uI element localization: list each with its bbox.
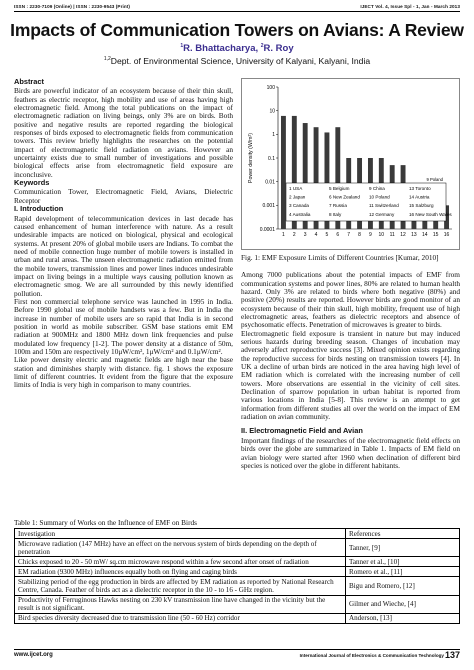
x-tick-label: 6: [336, 232, 340, 238]
table-cell-investigation: Microwave radiation (147 MHz) have an effect on the nervous system of birds depending on the depth of penetration: [15, 539, 346, 557]
right-paragraph-3: Important findings of the researches of the electromagnetic field effects on birds over the globe are summarized in Table 1. Impacts of EM field on avian biology were started after 1960 when declination of different bird species is noticed over the globe in different habitants.: [241, 435, 460, 470]
table-cell-reference: Anderson, [13]: [346, 613, 460, 623]
x-tick-label: 8: [358, 232, 361, 238]
legend-entry: 15 Salzburg: [409, 203, 434, 209]
right-paragraph-1: Among 7000 publications about the potential impacts of EMF from communication systems and power lines, 80% are related to human health hazard. Only 3% are related to birds where both negative (80%) and positive (20%) results are reported. However birds are good monitor of an ecosystem because of their thin skull, high mobility, frequent use of high electromagnetic areas, feathers as dielectric receptors and absence of psychosomatic effects. Penetration of microwaves is greater to birds.: [241, 270, 460, 330]
table-row: [15, 595, 460, 613]
legend-entry: 1 USA: [289, 186, 303, 191]
affiliation-sup: 1,2: [103, 56, 111, 63]
table-cell-investigation: Chicks exposed to 20 - 50 mW/ sq.cm microwave respond within a few second after onset of radiation: [15, 557, 346, 567]
table-row: [15, 567, 460, 577]
author1-name: R. Bhattacharya,: [183, 43, 259, 55]
table-cell-reference: Tanner, [9]: [346, 539, 460, 557]
legend-entry: 13 Toronto: [409, 186, 431, 191]
right-column: [241, 78, 460, 470]
table-cell-reference: Bigu and Romero, [12]: [346, 577, 460, 595]
x-tick-label: 5: [325, 232, 329, 238]
table-row: [15, 557, 460, 567]
legend-entry: 12 Germany: [369, 211, 395, 217]
x-tick-label: 10: [378, 232, 385, 238]
header-references: References: [346, 529, 460, 539]
x-tick-label: 2: [292, 232, 296, 238]
author1-sup: 1: [180, 43, 184, 49]
table-1: [14, 528, 460, 624]
legend-footnote: 9 Poland: [426, 177, 443, 182]
legend-entry: 6 New Zealand: [329, 194, 360, 200]
bar: [281, 116, 286, 229]
footer-journal: International Journal of Electronics & Communication Technology: [299, 653, 444, 658]
table-cell-investigation: Bird species diversity decreased due to transmission line (50 - 60 Hz) corridor: [15, 613, 346, 623]
x-tick-label: 16: [443, 232, 450, 238]
exposure-limits-chart: [242, 79, 461, 251]
y-axis-label: Power density (W/m²): [248, 133, 254, 183]
author2-sup: 2: [260, 43, 264, 49]
paper-title: Impacts of Communication Towers on Avians: A Review: [10, 20, 464, 40]
table-row: [15, 539, 460, 557]
table-cell-reference: Tanner et al., [10]: [346, 557, 460, 567]
footer-website: www.ijcet.org: [14, 652, 53, 658]
legend-entry: 4 Australia: [289, 211, 311, 217]
figure-1-caption: Fig. 1: EMF Exposure Limits of Different Countries [Kumar, 2010]: [241, 253, 439, 262]
x-tick-label: 9: [369, 232, 372, 238]
footer-rule: [14, 649, 460, 650]
header-journal-issue: IJECT Vol. 4, Issue Spl - 1, Jan - March 2013: [360, 4, 460, 9]
y-tick-label: 0.001: [262, 203, 275, 210]
legend-entry: 5 Belgium: [329, 186, 350, 191]
table-1-caption: Table 1: Summary of Works on the Influence of EMF on Birds: [14, 518, 197, 527]
x-tick-label: 1: [282, 232, 285, 238]
table-cell-investigation: Stabilizing period of the egg production in birds are affected by EM radiation as reported by National Research Centre, Canada. Feather of birds act as a dielectric receptor in the 10 - to 16 - GHz region.: [15, 577, 346, 595]
intro-paragraph-2: First non commercial telephone service was launched in 1995 in India. Before 1990 global use of mobile handsets was a few. But in India the increase in number of mobile users are so rapid that India is in second position in world as mobile subscriber. GSM base stations emit EM radiation at 900MHz and 1800 MHz down link frequencies and pulse modulated low frequency [1-2]. The power density at a distance of 50m, 100m and 150m are respectively 10μW/cm², 1μW/cm² and 0.1μW/cm².: [14, 296, 233, 356]
legend-entry: 16 New South Wales: [409, 211, 452, 217]
left-column: [14, 78, 233, 390]
table-row: [15, 577, 460, 595]
table-cell-reference: Gilmer and Wieche, [4]: [346, 595, 460, 613]
legend-entry: 11 Switzerland: [369, 203, 399, 209]
keywords-heading: Keywords: [14, 178, 50, 188]
y-tick-label: 10: [269, 108, 275, 115]
y-tick-label: 100: [266, 84, 275, 91]
x-tick-label: 7: [347, 232, 351, 238]
abstract-text: Birds are powerful indicator of an ecosystem because of their thin skull, feathers as electric receptor, high mobility and use of areas having high electromagnetic field. Among the total publications on the impact of electromagnetic radiation on living beings, only 3% are on birds. Both positive and negative results are reported regarding the biological responses of birds exposed to electromagnetic fields from communication towers. This review briefly highlights the researches on the potential impact of electromagnetic field radiation on avians. However an uncertainty exists due to small number of investigations and possible biological effects arise from electromagnetic field exposure are inconclusive.: [14, 86, 233, 179]
x-tick-label: 11: [389, 232, 395, 238]
x-tick-label: 4: [314, 232, 318, 238]
y-tick-label: 0.1: [268, 155, 275, 162]
table-cell-investigation: EM radiation (9300 MHz) influences equally both on flying and caging birds: [15, 567, 346, 577]
header-issn: ISSN : 2230-7109 (Online) | ISSN : 2230-9543 (Print): [14, 4, 131, 9]
y-tick-label: 0.01: [265, 179, 275, 186]
table-row: [15, 613, 460, 623]
y-tick-label: 1: [272, 132, 275, 139]
authors: [0, 43, 474, 54]
legend-entry: 7 Russia: [329, 203, 347, 209]
intro-paragraph-1: Rapid development of telecommunication devices in last decade has caused enhancement of human interference with nature. As a result undesirable impacts are noticed on biological, physical and ecological systems. At present 20% of global mobile users are Indians. To combat the need of mobile connection huge number of mobile towers is installed in urban and rural areas. The unseen electromagnetic radiation emitted from the mobile towers, transmission lines and power lines induces undesirable impact on living beings in a multiple ways causing pollution known as electromagnetic smog. We are all surrounded by this newly identified pollution.: [14, 213, 233, 298]
legend-entry: 10 Poland: [369, 194, 390, 200]
x-tick-label: 14: [422, 232, 428, 238]
legend-entry: 8 Italy: [329, 211, 342, 217]
author2-name: R. Roy: [263, 43, 294, 55]
right-paragraph-2: Electromagnetic field exposure is transient in nature but may induced serious hazards during breeding season. Changes of incubation may adversely affect reproductive success [3]. Mixed opinion exists regarding the reproductive success for birds nesting on transmission towers [4]. In UK a decline of urban birds are noticed in the area having high level of EM radiation which is correlated with the increasing number of cell towers. More observations are essential in the vicinity of cell sites. Declination of sparrow population in urban habitat is reported from various locations in India [5-8]. This review is an attempt to get information from different studies all over the world on the impact of EM radiation on avian community.: [241, 328, 460, 422]
introduction-heading: I. Introduction: [14, 204, 64, 214]
legend-entry: 2 Japan: [289, 194, 306, 200]
affiliation-text: Dept. of Environmental Science, University of Kalyani, Kalyani, India: [110, 56, 371, 66]
affiliation: [0, 56, 474, 66]
footer-page-number: 137: [444, 650, 460, 660]
legend-entry: 3 Canada: [289, 203, 309, 209]
x-tick-label: 3: [303, 232, 307, 238]
table-cell-reference: Romero et al., [11]: [346, 567, 460, 577]
header-investigation: Investigation: [15, 529, 346, 539]
legend-entry: 14 Austria: [409, 194, 430, 200]
header-rule: [14, 11, 460, 12]
y-tick-label: 0.0001: [259, 226, 275, 233]
legend-entry: 9 China: [369, 186, 385, 191]
section-2-heading: II. Electromagnetic Field and Avian: [241, 426, 363, 436]
table-cell-investigation: Productivity of Ferruginous Hawks nesting on 230 kV transmission line have changed in the vicinity but the result is not significant.: [15, 595, 346, 613]
keywords-text: Communication Tower, Electromagnetic Field, Avians, Dielectric Receptor: [14, 187, 233, 205]
intro-paragraph-3: Like power density electric and magnetic fields are high near the base station and diminishes sharply with distance. fig. 1 shows the exposure limit of different countries. It evident from the figure that the exposure limits of India is very high in comparison to many countries.: [14, 355, 233, 390]
x-tick-label: 13: [411, 232, 417, 238]
figure-1: [241, 78, 460, 250]
table-header-row: [15, 529, 460, 539]
abstract-heading: Abstract: [14, 77, 44, 86]
x-tick-label: 15: [432, 232, 439, 238]
x-tick-label: 12: [400, 232, 406, 238]
